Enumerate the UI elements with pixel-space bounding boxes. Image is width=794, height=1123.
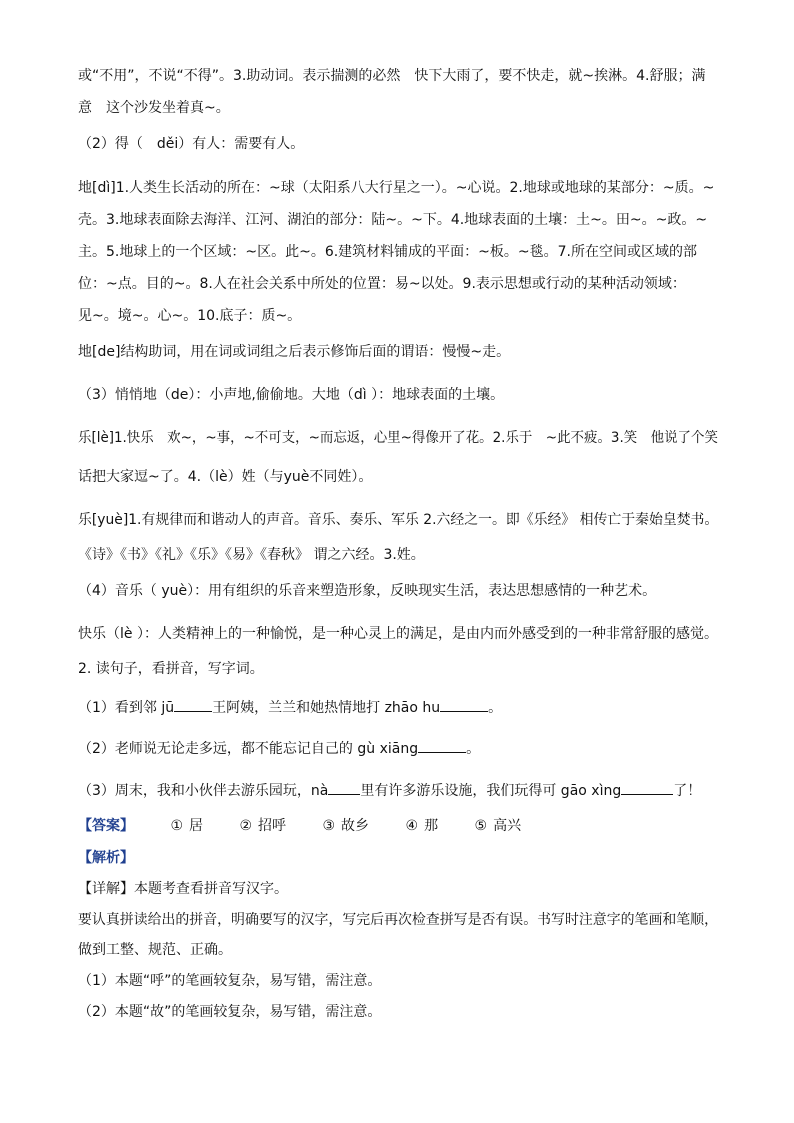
answer-blank[interactable] — [440, 697, 488, 712]
analysis-tag: 【解析】 — [78, 850, 134, 866]
text-line: 见~。境~。心~。10.底子：质~。 — [78, 308, 302, 324]
text-line: （4）音乐（ yuè）：用有组织的乐音来塑造形象，反映现实生活，表达思想感情的一种艺术。 — [78, 583, 657, 599]
analysis-paragraph: 要认真拼读给出的拼音，明确要写的汉字，写完后再次检查拼写是否有误。书写时注意字的笔画和笔顺， — [78, 912, 719, 928]
text-line: 话把大家逗~了。4.（lè）姓（与yuè不同姓）。 — [78, 469, 373, 485]
text-line: 意 这个沙发坐着真~。 — [78, 100, 230, 116]
answer-number: ⑤ — [474, 818, 488, 834]
text-line: 地[de]结构助词，用在词或词组之后表示修饰后面的谓语：慢慢~走。 — [78, 344, 511, 360]
text-line: 位：~点。目的~。8.人在社会关系中所处的位置：易~以处。9.表示思想或行动的某种活动领域： — [78, 276, 686, 292]
text-line: 乐[yuè]1.有规律而和谐动人的声音。音乐、奏乐、军乐 2.六经之一。即《乐经》 相传亡于秦始皇焚书。 — [78, 512, 719, 528]
answer-number: ① — [170, 818, 184, 834]
text-line: 《诗》《书》《礼》《乐》《易》《春秋》 谓之六经。3.姓。 — [78, 547, 425, 563]
answer-blank[interactable] — [621, 780, 673, 795]
answer-blank[interactable] — [418, 738, 466, 753]
answer-row — [78, 816, 521, 836]
answer-value: 高兴 — [493, 818, 522, 834]
answer-number: ④ — [405, 818, 419, 834]
answer-blank[interactable] — [174, 697, 212, 712]
answer-number: ③ — [322, 818, 336, 834]
question-3: （3）周末，我和小伙伴去游乐园玩，nà 里有许多游乐设施，我们玩得可 gāo xìng 了！ — [78, 780, 701, 801]
text-line: （2）得（ děi）有人：需要有人。 — [78, 136, 305, 152]
text-line: 快乐（lè ）：人类精神上的一种愉悦，是一种心灵上的满足，是由内而外感受到的一种非常舒服的感觉。 — [78, 626, 718, 642]
text-line: （3）悄悄地（de）：小声地,偷偷地。大地（dì ）：地球表面的土壤。 — [78, 387, 505, 403]
answer-value: 居 — [189, 818, 204, 834]
text-line: 壳。3.地球表面除去海洋、江河、湖泊的部分：陆~。~下。4.地球表面的土壤：土~。田~。~政。~ — [78, 212, 708, 228]
analysis-note: （2）本题“故”的笔画较复杂，易写错，需注意。 — [78, 1004, 382, 1020]
answer-number: ② — [239, 818, 253, 834]
question-2: （2）老师说无论走多远，都不能忘记自己的 gù xiāng 。 — [78, 738, 480, 759]
analysis-paragraph: 做到工整、规范、正确。 — [78, 942, 232, 958]
text-line: 或“不用”，不说“不得”。3.助动词。表示揣测的必然 快下大雨了，要不快走，就~挨淋。4.舒服；满 — [78, 68, 706, 84]
analysis-note: （1）本题“呼”的笔画较复杂，易写错，需注意。 — [78, 973, 382, 989]
text-line: 主。5.地球上的一个区域：~区。此~。6.建筑材料铺成的平面：~板。~毯。7.所在空间或区域的部 — [78, 244, 697, 260]
answer-tag: 【答案】 — [78, 818, 134, 834]
question-1: （1）看到邻 jū 王阿姨，兰兰和她热情地打 zhāo hu 。 — [78, 697, 502, 718]
answer-value: 招呼 — [258, 818, 287, 834]
answer-value: 那 — [424, 818, 439, 834]
question-heading: 2. 读句子，看拼音，写字词。 — [78, 661, 264, 677]
answer-value: 故乡 — [341, 818, 370, 834]
answer-blank[interactable] — [328, 780, 360, 795]
text-line: 地[dì]1.人类生长活动的所在：~球（太阳系八大行星之一）。~心说。2.地球或地球的某部分：~质。~ — [78, 180, 715, 196]
analysis-detail: 【详解】本题考查看拼音写汉字。 — [78, 881, 288, 897]
text-line: 乐[lè]1.快乐 欢~，~事，~不可支，~而忘返，心里~得像开了花。2.乐于 ~此不疲。3.笑 他说了个笑 — [78, 430, 718, 446]
